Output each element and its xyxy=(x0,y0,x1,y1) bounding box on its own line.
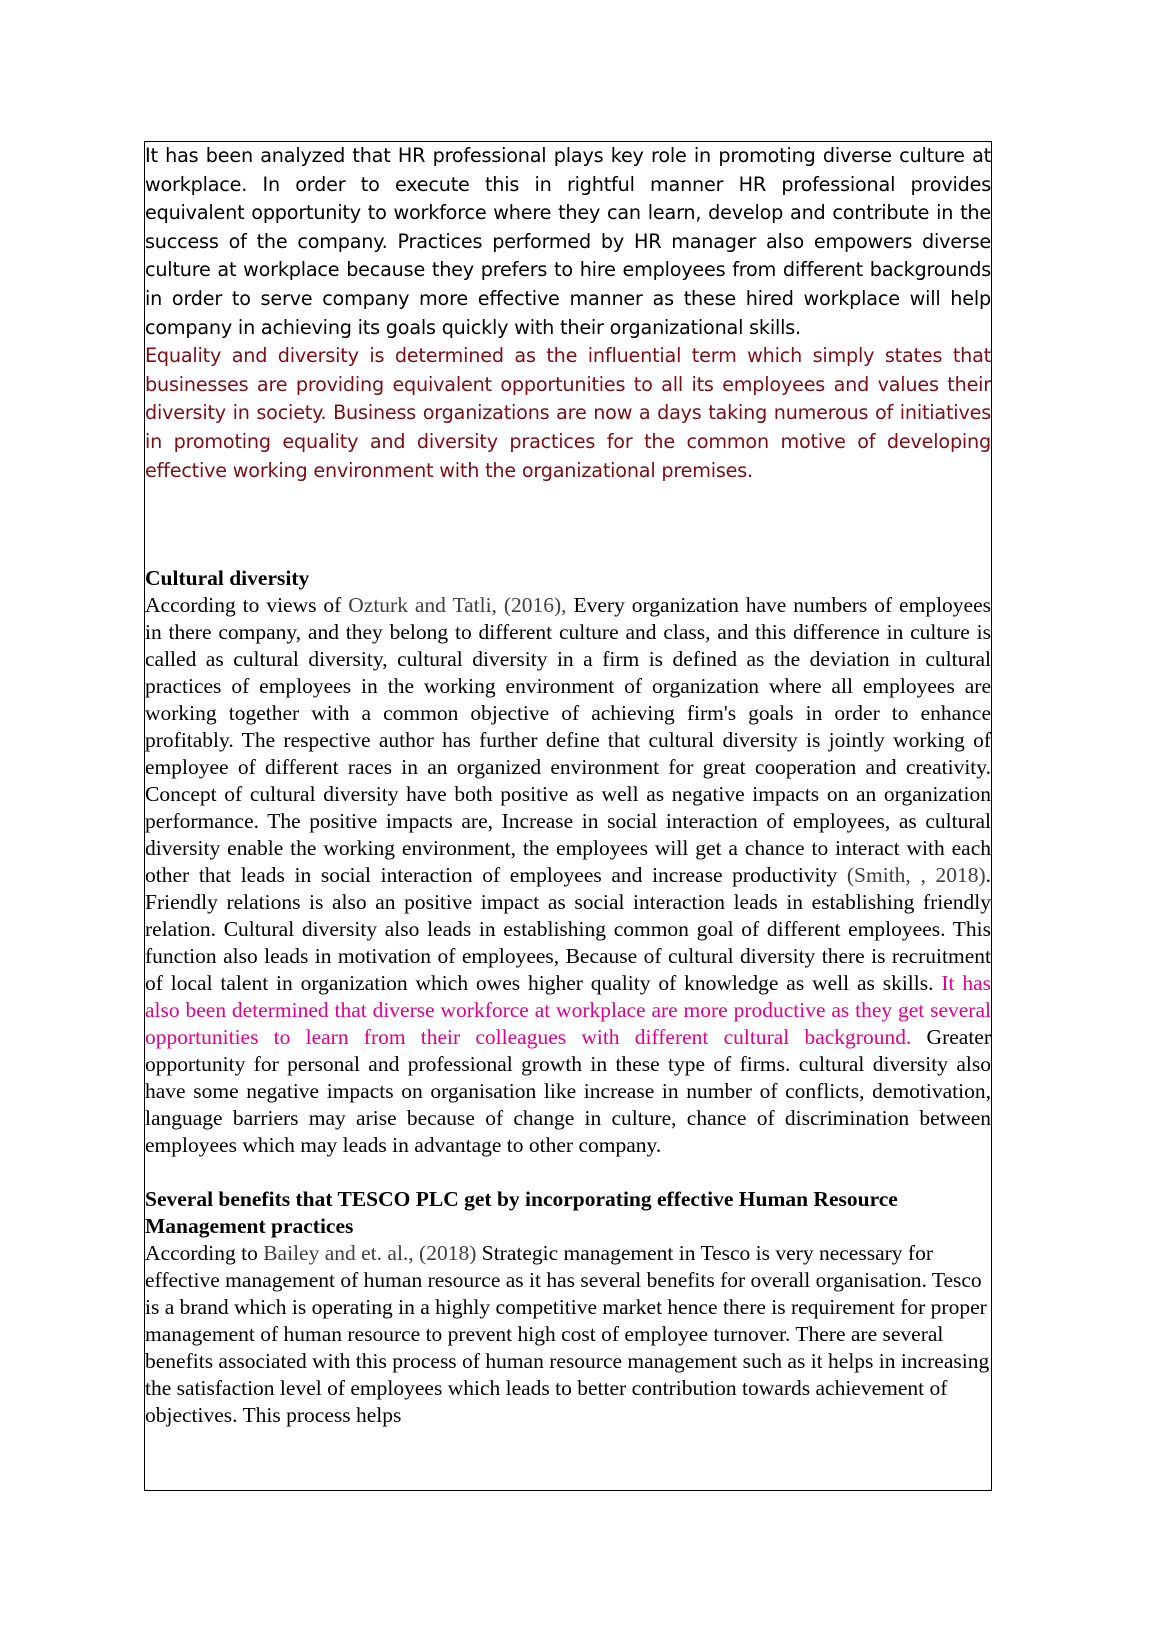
citation-smith: (Smith, , 2018) xyxy=(846,863,986,888)
cultural-text-intro: According to views of xyxy=(145,593,349,618)
citation-bailey: Bailey and et. al., (2018) xyxy=(263,1241,477,1266)
paragraph-equality-diversity: Equality and diversity is determined as the influential term which simply states that businesses are providing equivalent opportunities to all its employees and values their diversity in society. Business organizations are now a days taking numerous of initiatives in promoting equality and diversity practices for the common motive of developing effective working environment with the organizational premises. xyxy=(145,344,991,482)
benefits-text-body: Strategic management in Tesco is very necessary for effective management of human resource as it has several benefits for overall organisation. Tesco is a brand which is operating in a highly competitive market hence there is requirement for proper management of human resource to prevent high cost of employee turnover. There are several benefits associated with this process of human resource management such as it helps in increasing the satisfaction level of employees which leads to better contribution towards achievement of objectives. This process helps xyxy=(145,1241,990,1428)
text-frame xyxy=(144,141,992,1491)
cultural-text-end: Greater opportunity for personal and professional growth in these type of firms. cultural diversity also have some negative impacts on organisation like increase in number of conflicts, demotivation, language barriers may arise because of change in culture, chance of discrimination between employees which may leads in advantage to other company. xyxy=(145,1025,991,1158)
citation-ozturk-tatli: Ozturk and Tatli, (2016), xyxy=(348,593,567,618)
paragraph-cultural-diversity xyxy=(145,592,991,1159)
blank-space xyxy=(145,485,991,565)
tesco-benefits-heading: Several benefits that TESCO PLC get by incorporating effective Human Resource Management practices xyxy=(145,1187,898,1239)
cultural-diversity-heading: Cultural diversity xyxy=(145,566,310,591)
highlighted-sentence: It has also been determined that diverse workforce at workplace are more productive as they get several opportunities to learn from their colleagues with different cultural background. xyxy=(145,971,991,1050)
paragraph-tesco-benefits xyxy=(145,1240,991,1429)
cultural-text-body: Every organization have numbers of employees in there company, and they belong to different culture and class, and this difference in culture is called as cultural diversity, cultural diversity in a firm is defined as the deviation in cultural practices of employees in the working environment of organization where all employees are working together with a common objective of achieving firm's goals in order to enhance profitably. The respective author has further define that cultural diversity is jointly working of employee of different races in an organized environment for great cooperation and creativity. Concept of cultural diversity have both positive as well as negative impacts on an organization performance. The positive impacts are, Increase in social interaction of employees, as cultural diversity enable the working environment, the employees will get a chance to interact with each other that leads in social interaction of employees and increase productivity xyxy=(145,593,992,888)
blank-line xyxy=(145,1159,991,1186)
cultural-text-continued: . Friendly relations is also an positive impact as social interaction leads in establishing friendly relation. Cultural diversity also leads in establishing common goal of different employees. This function also leads in motivation of employees, Because of cultural diversity there is recruitment of local talent in organization which owes higher quality of knowledge as well as skills. xyxy=(145,863,991,996)
benefits-text-intro: According to xyxy=(145,1241,264,1266)
paragraph-hr-role: It has been analyzed that HR professional plays key role in promoting diverse culture at workplace. In order to execute this in rightful manner HR professional provides equivalent opportunity to workforce where they can learn, develop and contribute in the success of the company. Practices performed by HR manager also empowers diverse culture at workplace because they prefers to hire employees from different backgrounds in order to serve company more effective manner as these hired workplace will help company in achieving its goals quickly with their organizational skills. xyxy=(145,144,991,339)
